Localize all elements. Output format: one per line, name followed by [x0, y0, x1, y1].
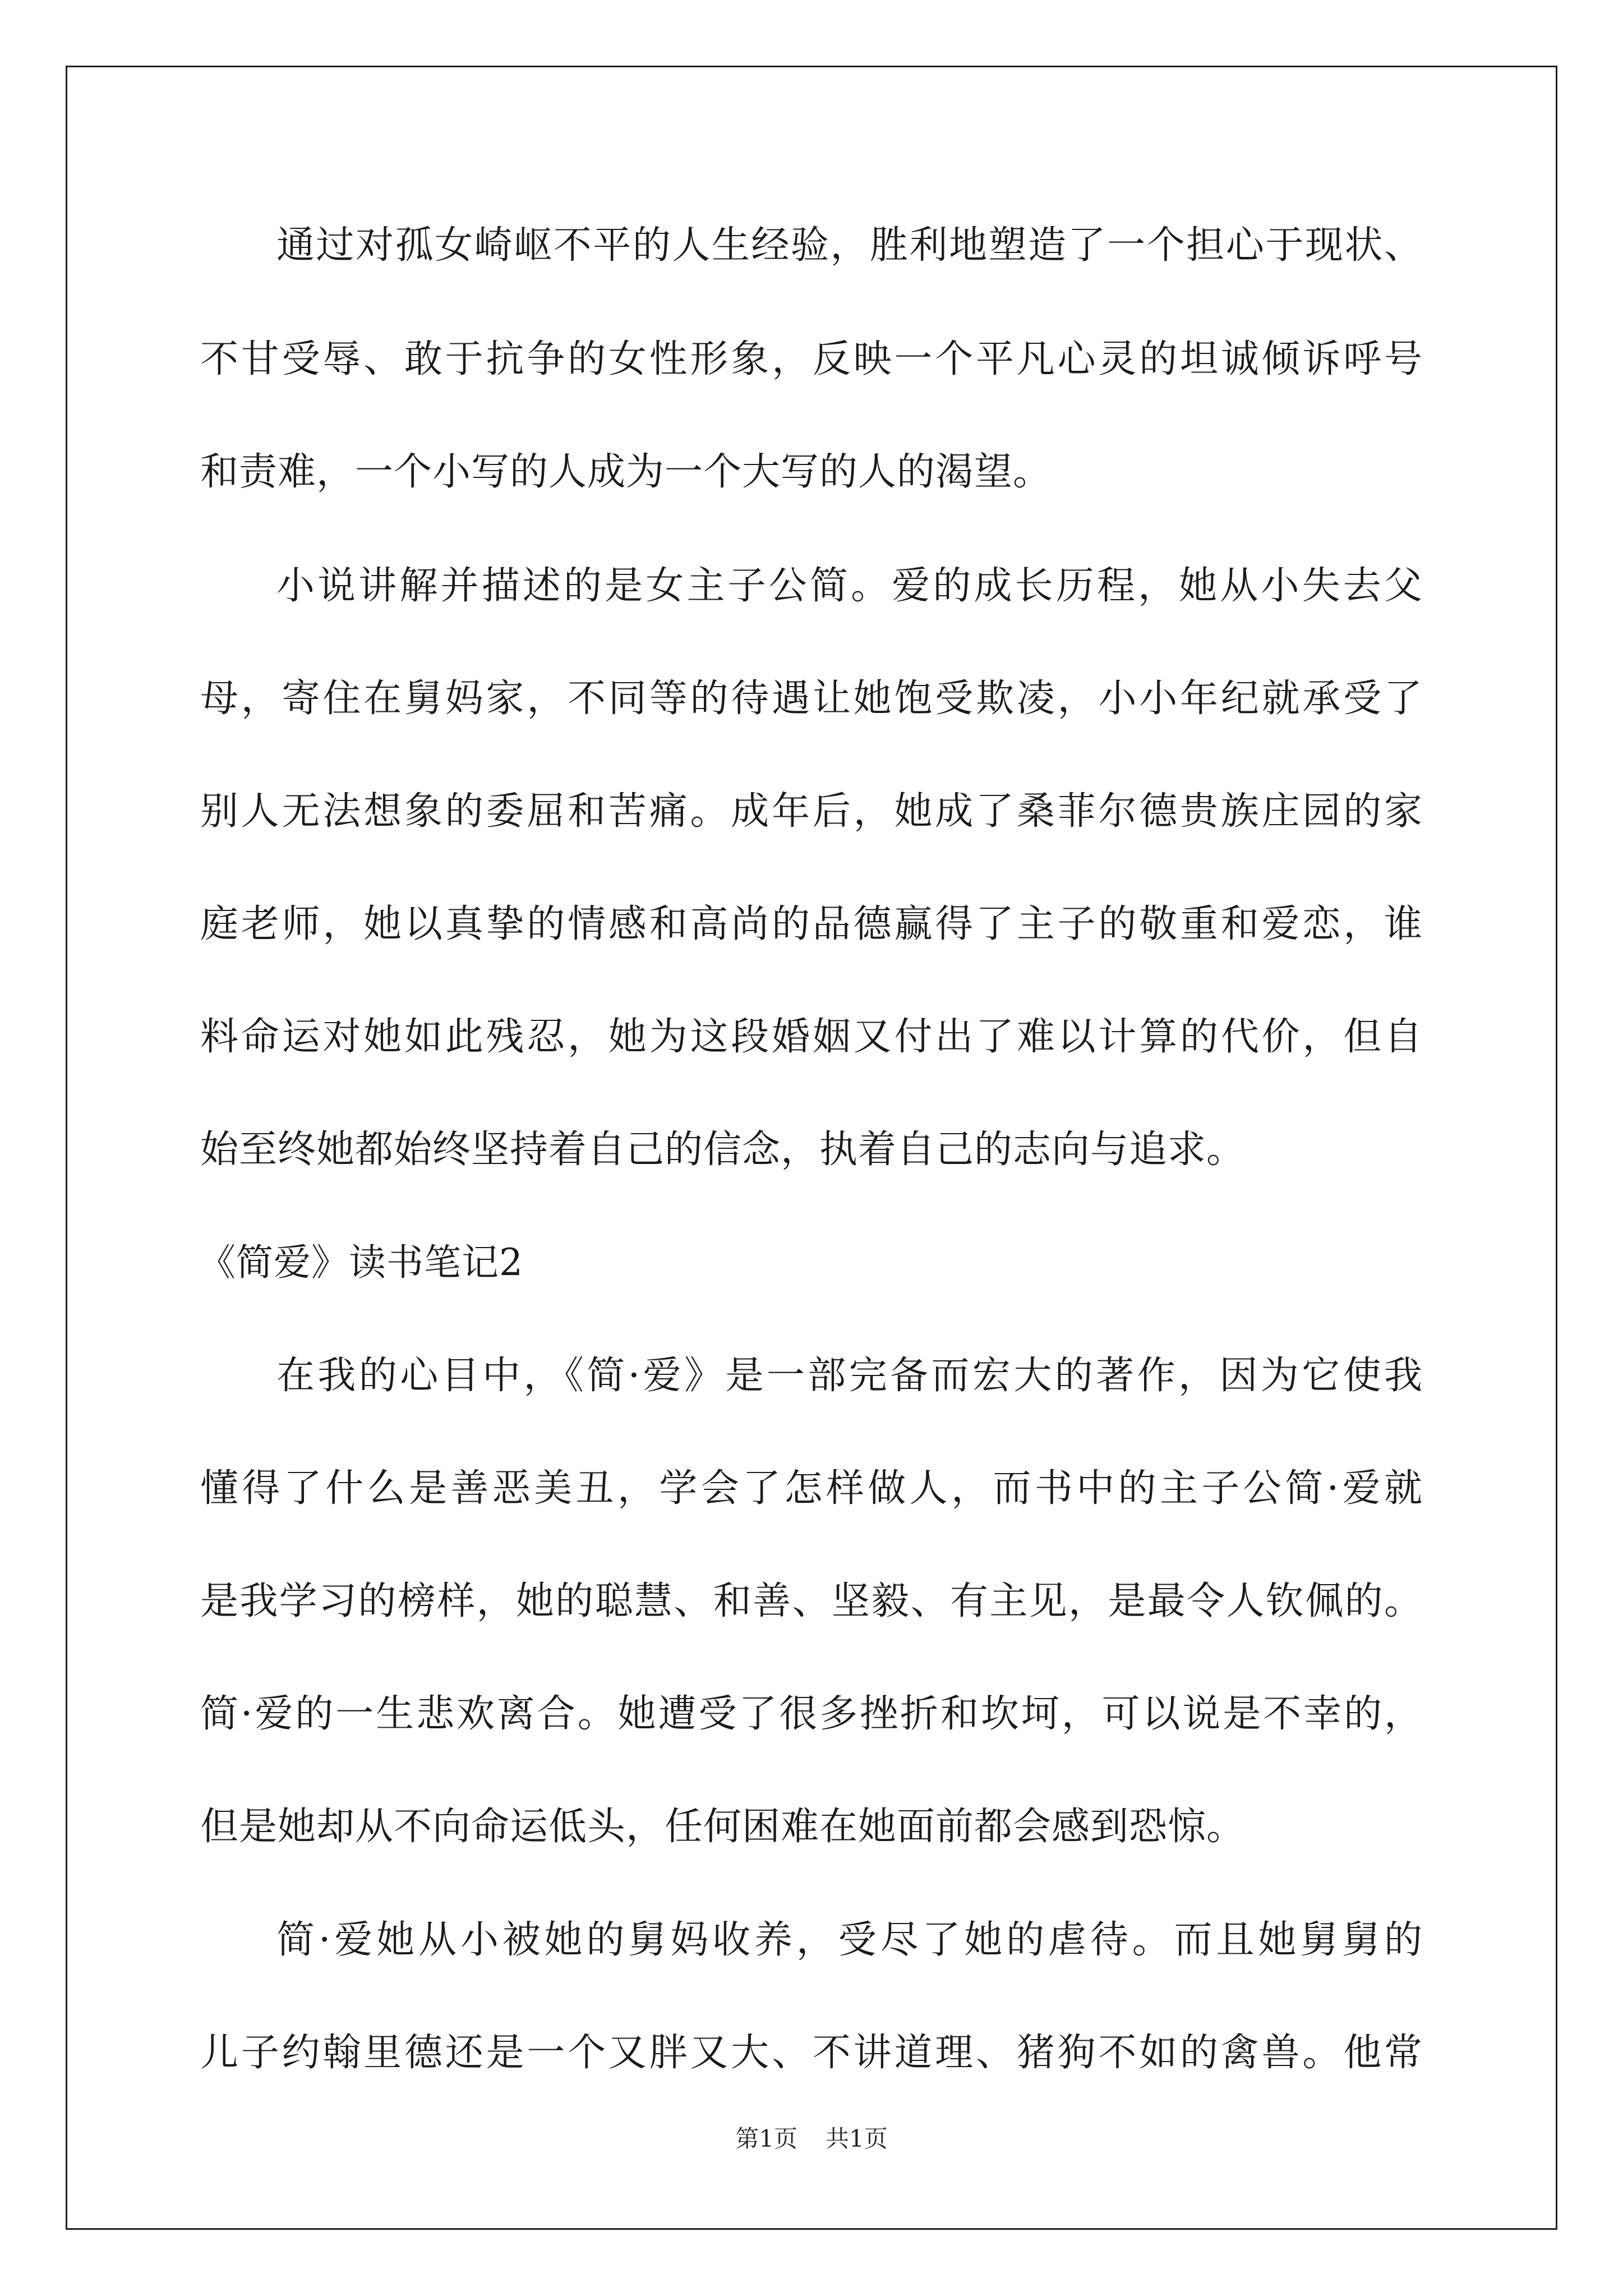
- paragraph-line: 不甘受辱、敢于抗争的女性形象，反映一个平凡心灵的坦诚倾诉呼号: [200, 337, 1423, 381]
- paragraph-line: 是我学习的榜样，她的聪慧、和善、坚毅、有主见，是最令人钦佩的。: [200, 1579, 1423, 1623]
- page-number: 第1页: [735, 2125, 797, 2152]
- paragraph-line: 庭老师，她以真挚的情感和高尚的品德赢得了主子的敬重和爱恋，谁: [200, 902, 1423, 946]
- paragraph-line: 但是她却从不向命运低头，任何困难在她面前都会感到恐惊。: [200, 1805, 1246, 1849]
- paragraph-line: 小说讲解并描述的是女主子公简。爱的成长历程，她从小失去父: [276, 564, 1423, 608]
- paragraph-line: 料命运对她如此残忍，她为这段婚姻又付出了难以计算的代价，但自: [200, 1015, 1423, 1059]
- paragraph-line: 始至终她都始终坚持着自己的信念，执着自己的志向与追求。: [200, 1128, 1246, 1172]
- paragraph-line: 在我的心目中，《简·爱》是一部完备而宏大的著作，因为它使我: [276, 1354, 1423, 1398]
- paragraph-line: 懂得了什么是善恶美丑，学会了怎样做人，而书中的主子公简·爱就: [200, 1466, 1423, 1511]
- paragraph-line: 儿子约翰里德还是一个又胖又大、不讲道理、猪狗不如的禽兽。他常: [200, 2031, 1423, 2075]
- paragraph-line: 母，寄住在舅妈家，不同等的待遇让她饱受欺凌，小小年纪就承受了: [200, 677, 1423, 721]
- section-heading: 《简爱》读书笔记2: [199, 1241, 523, 1284]
- paragraph-line: 别人无法想象的委屈和苦痛。成年后，她成了桑菲尔德贵族庄园的家: [200, 789, 1423, 834]
- paragraph-line: 和责难，一个小写的人成为一个大写的人的渴望。: [200, 450, 1052, 494]
- paragraph-line: 简·爱她从小被她的舅妈收养，受尽了她的虐待。而且她舅舅的: [276, 1918, 1423, 1962]
- paragraph-line: 简·爱的一生悲欢离合。她遭受了很多挫折和坎坷，可以说是不幸的，: [200, 1692, 1423, 1736]
- paragraph-line: 通过对孤女崎岖不平的人生经验，胜利地塑造了一个担心于现状、: [276, 223, 1423, 268]
- page-footer: [0, 2125, 1623, 2153]
- page-total: 共1页: [826, 2125, 888, 2152]
